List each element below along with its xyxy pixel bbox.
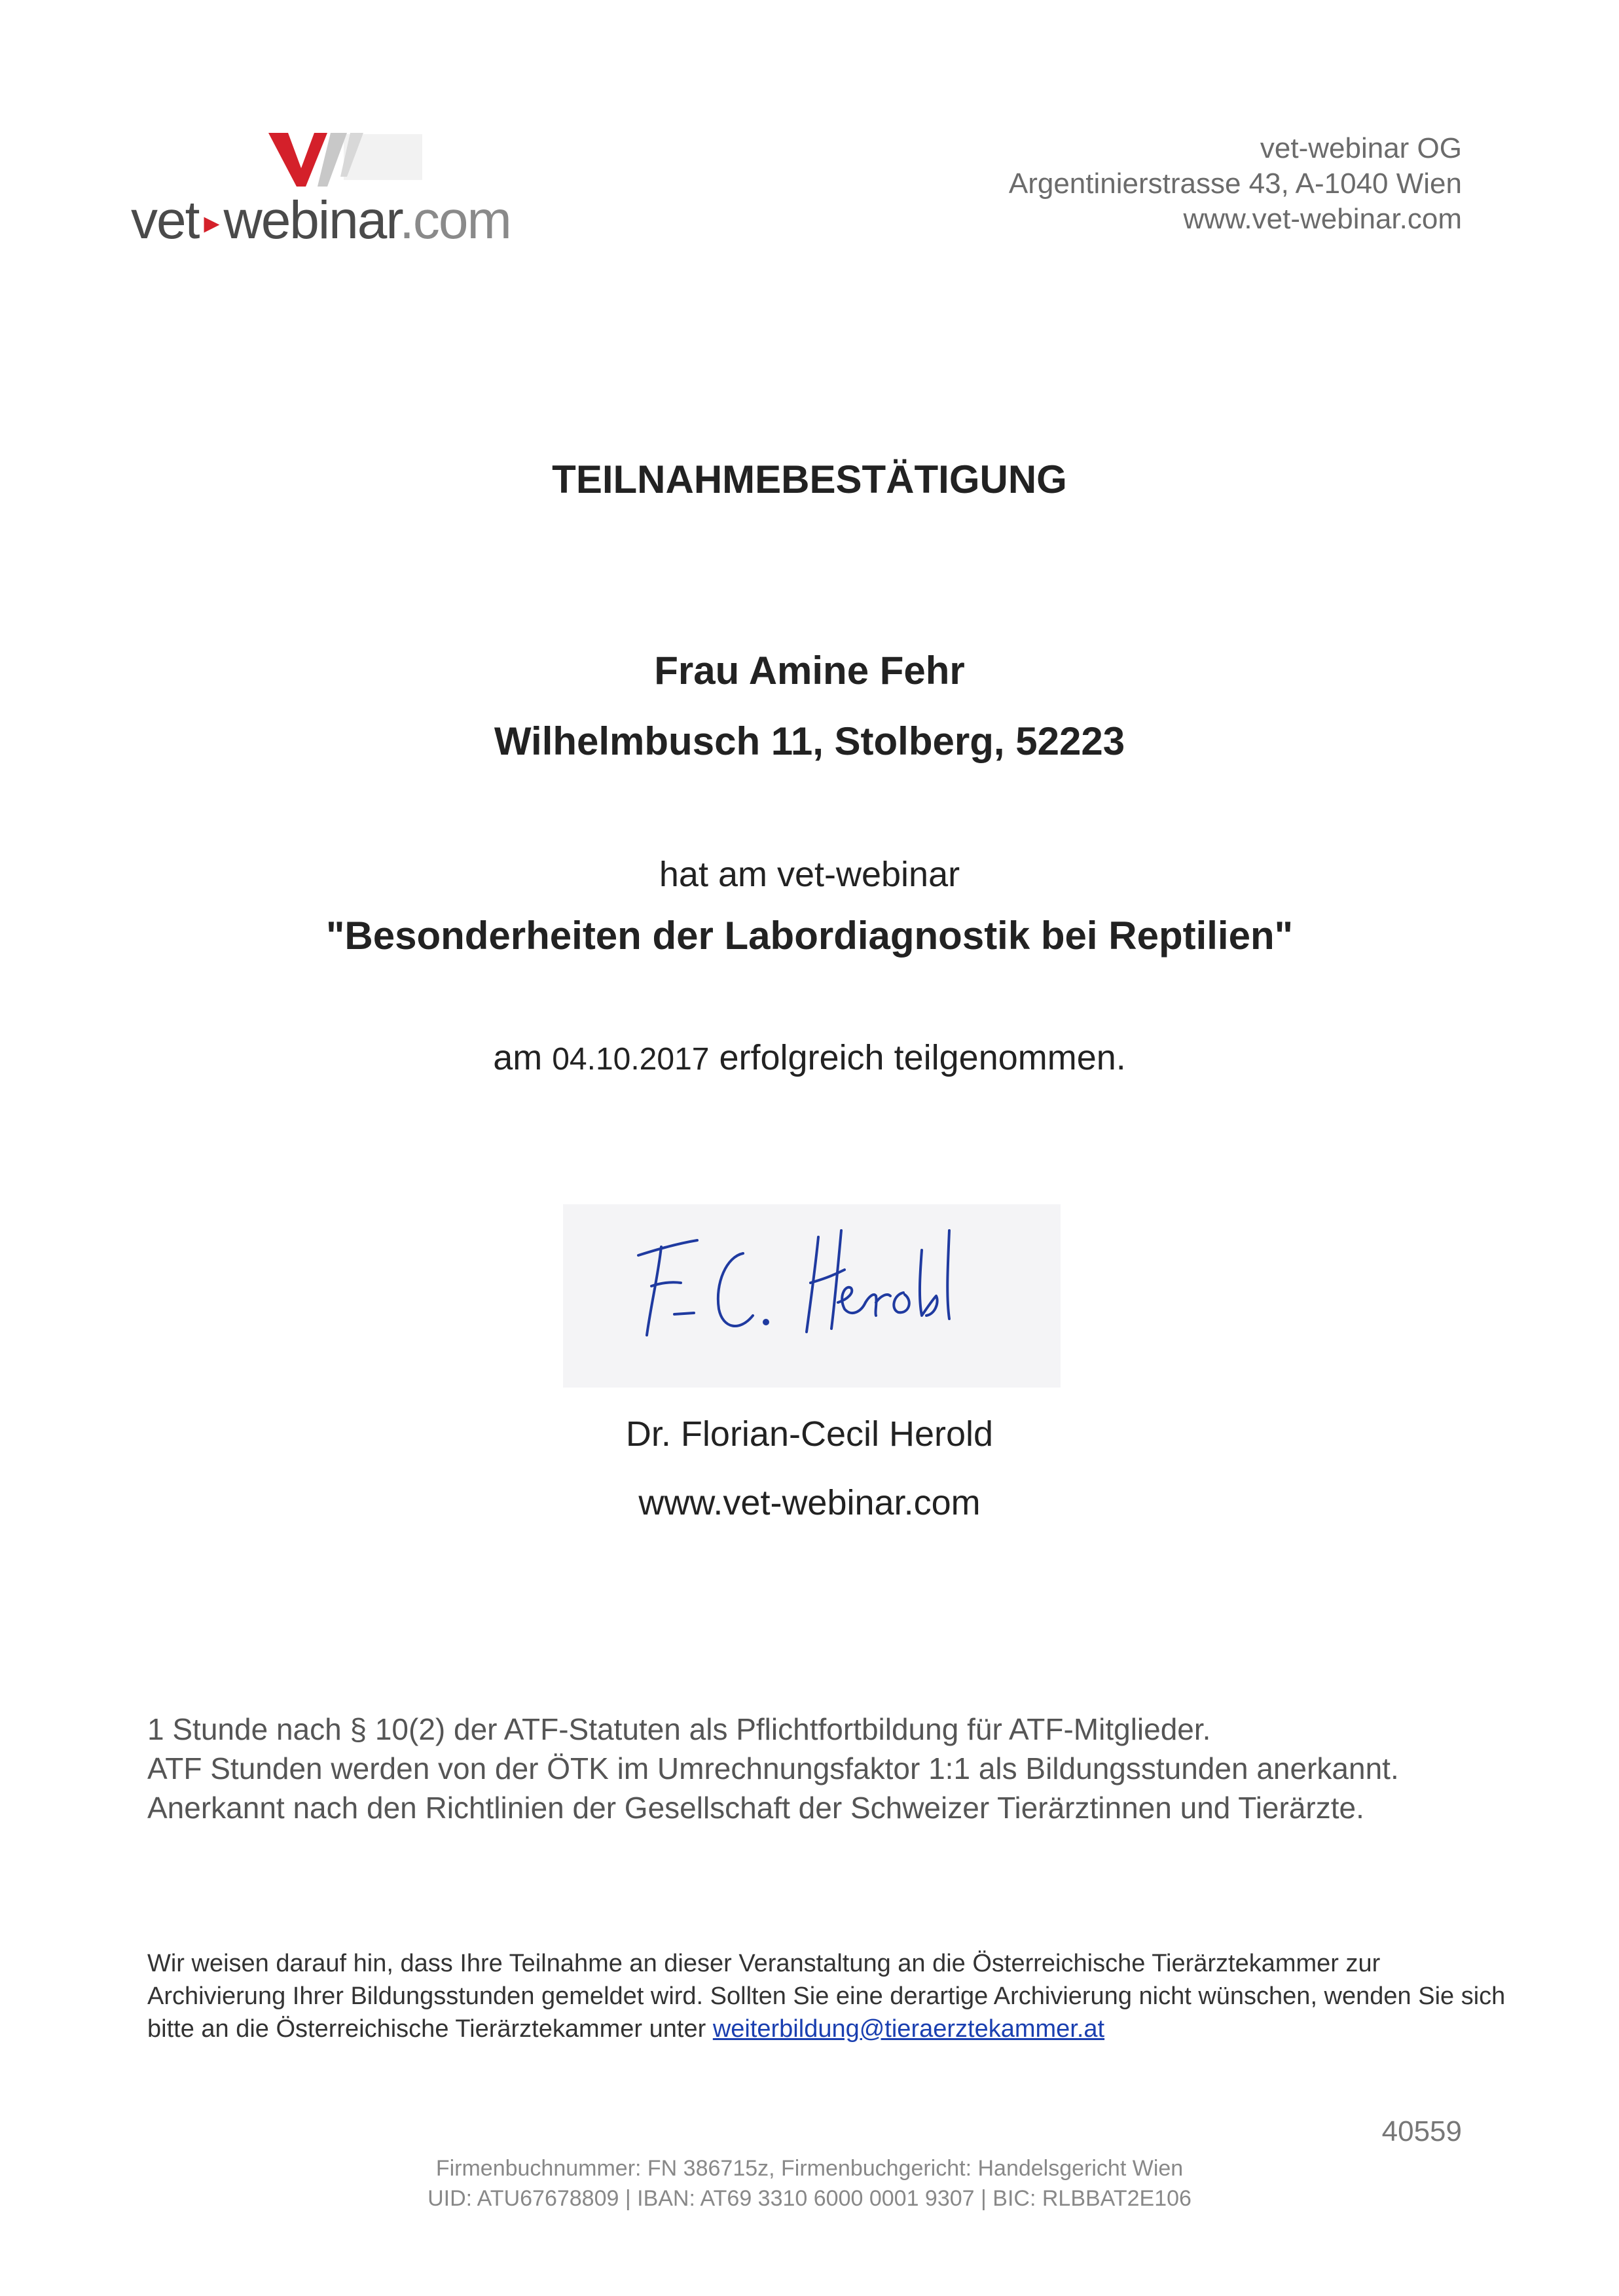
atf-accreditation xyxy=(147,1710,1489,1827)
participant-name: Frau Amine Fehr xyxy=(654,649,965,692)
logo-wordmark xyxy=(131,190,511,251)
company-header xyxy=(1009,131,1462,237)
course-title: "Besonderheiten der Labordiagnostik bei Reptilien" xyxy=(325,914,1294,958)
handwritten-signature xyxy=(563,1204,1061,1388)
atf-line-3: Anerkannt nach den Richtlinien der Gesellschaft der Schweizer Tierärztinnen und Tierärzte. xyxy=(147,1791,1364,1825)
atf-line-1: 1 Stunde nach § 10(2) der ATF-Statuten als Pflichtfortbildung für ATF-Mitglieder. xyxy=(147,1712,1211,1746)
completion-prefix: am xyxy=(493,1038,543,1077)
company-name: vet-webinar OG xyxy=(1260,132,1462,164)
document-number: 40559 xyxy=(1381,2115,1462,2147)
company-logo xyxy=(131,124,511,250)
signer-website: www.vet-webinar.com xyxy=(638,1483,981,1522)
footer-line-1: Firmenbuchnummer: FN 386715z, Firmenbuchgericht: Handelsgericht Wien xyxy=(435,2156,1184,2181)
participant-address: Wilhelmbusch 11, Stolberg, 52223 xyxy=(494,719,1125,763)
page-footer xyxy=(0,2153,1619,2214)
course-intro: hat am vet-webinar xyxy=(659,855,960,894)
company-website: www.vet-webinar.com xyxy=(1183,203,1462,235)
logo-text-webinar: webinar xyxy=(223,190,400,250)
logo-text-tld: .com xyxy=(399,190,511,250)
atf-line-2: ATF Stunden werden von der ÖTK im Umrechnungsfaktor 1:1 als Bildungsstunden anerkannt. xyxy=(147,1751,1399,1785)
logo-v-mark-icon xyxy=(265,128,422,193)
archiving-notice xyxy=(147,1947,1522,2045)
completion-statement xyxy=(0,1037,1619,1078)
signer-name: Dr. Florian-Cecil Herold xyxy=(625,1414,994,1454)
signature-image xyxy=(563,1204,1061,1388)
signature-handwriting-text: F.-C. Herold xyxy=(563,1204,567,1205)
completion-suffix: erfolgreich teilgenommen. xyxy=(719,1038,1126,1077)
completion-date: 04.10.2017 xyxy=(552,1042,710,1077)
logo-text-vet: vet xyxy=(131,190,199,250)
certificate-title: TEILNAHMEBESTÄTIGUNG xyxy=(552,457,1067,501)
notice-email-link[interactable]: weiterbildung@tieraerztekammer.at xyxy=(712,2015,1105,2043)
notice-text: Wir weisen darauf hin, dass Ihre Teilnahme an dieser Veranstaltung an die Österreichische Tierärztekammer zur Archivierung Ihrer Bildungsstunden gemeldet wird. Sollten Sie eine derartige Archivierung nicht wünschen, wenden Sie sich bitte an die Österreichische Tierärztekammer unter xyxy=(147,1950,1506,2043)
company-address: Argentinierstrasse 43, A-1040 Wien xyxy=(1008,168,1462,200)
footer-line-2: UID: ATU67678809 | IBAN: AT69 3310 6000 0001 9307 | BIC: RLBBAT2E106 xyxy=(427,2186,1192,2211)
logo-arrow-icon: ▸ xyxy=(204,206,219,240)
